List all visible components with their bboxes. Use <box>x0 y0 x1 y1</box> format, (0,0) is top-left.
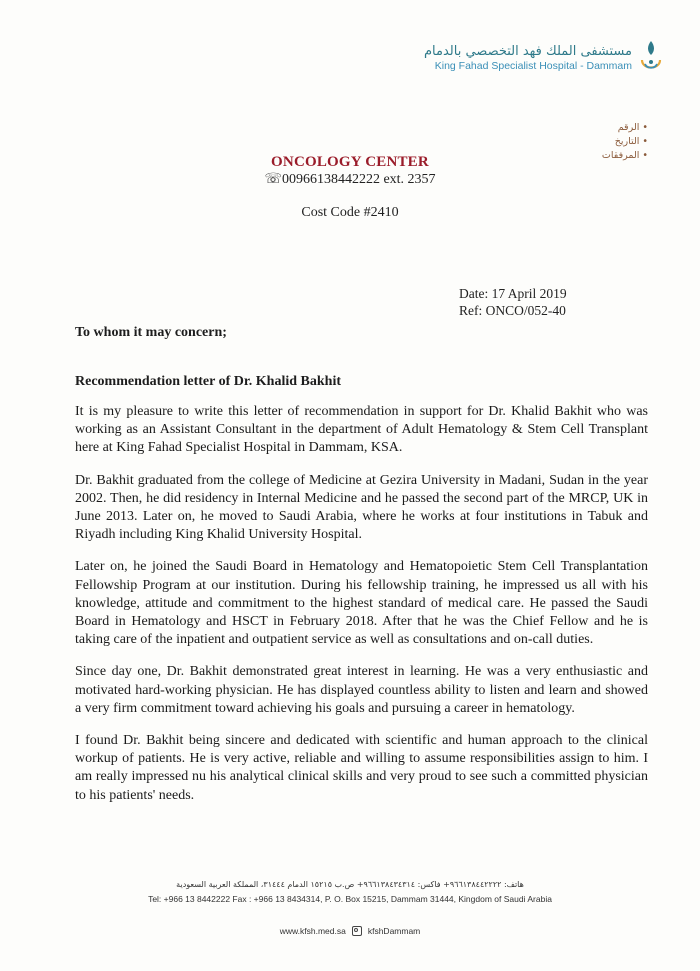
paragraph: Dr. Bakhit graduated from the college of Medicine at Gezira University in Madani, Sudan in the year 2002. Then, he did residency in Internal Medicine and he passed the second part of the MRCP, UK in June 2013. Later on, he moved to Saudi Arabia, where he works at four institutions in Tabuk and Riyadh including King Khalid University Hospital. <box>75 472 648 543</box>
department-name: ONCOLOGY CENTER <box>271 154 429 170</box>
letter-ref: Ref: ONCO/052-40 <box>459 303 566 318</box>
cost-code: Cost Code #2410 <box>301 205 399 220</box>
paragraph: It is my pleasure to write this letter of recommendation in support for Dr. Khalid Bakhit who was working as an Assistant Consultant in the department of Adult Hematology & Stem Cell Transplant here at King Fahad Specialist Hospital in Dammam, KSA. <box>75 404 648 456</box>
letter-subject: Recommendation letter of Dr. Khalid Bakhit <box>75 374 341 389</box>
hospital-logo <box>424 38 664 78</box>
letter-date: Date: 17 April 2019 <box>459 286 567 301</box>
arabic-meta-number: • الرقم <box>617 122 648 133</box>
social-handle[interactable]: kfshDammam <box>367 926 421 936</box>
hospital-name-arabic: مستشفى الملك فهد التخصصي بالدمام <box>423 44 632 59</box>
instagram-icon <box>352 926 362 936</box>
paragraph: Since day one, Dr. Bakhit demonstrated great interest in learning. He was a very enthusiastic and motivated hard-working physician. He has displayed countless ability to listen and learn and showed a very firm commitment toward achieving his goals and pursuing a career in hematology. <box>75 664 648 716</box>
footer-web-links <box>0 926 700 936</box>
phone-number: 00966138442222 ext. 2357 <box>281 172 436 187</box>
website-link[interactable]: www.kfsh.med.sa <box>279 926 346 936</box>
greeting: To whom it may concern; <box>75 325 227 340</box>
paragraph: I found Dr. Bakhit being sincere and dedicated with scientific and human approach to the clinical workup of patients. He is very active, reliable and willing to assume responsibilities assign to him. I am really impressed nu his analytical clinical skills and very proud to see such a committed physician to his patients' needs. <box>75 733 648 803</box>
arabic-meta-date: • التاريخ <box>614 136 648 147</box>
department-phone <box>0 171 700 188</box>
logo-text <box>424 44 632 72</box>
paragraph: Later on, he joined the Saudi Board in Hematology and Hematopoietic Stem Cell Transplantation Fellowship Program at our institution. During his fellowship training, he impressed us all with his knowledge, attitude and commitment to the highest standard of medical care. He passed the Saudi Board in Hematology and HSCT in February 2018. After that he was the Chief Fellow and he is taking care of the inpatient and outpatient service as well as consultations and on-call duties. <box>75 559 648 648</box>
arabic-meta-attachments: • المرفقات <box>601 150 648 161</box>
footer-arabic-contact: هاتف: ٩٦٦١٣٨٤٤٢٢٢٢+ فاكس: ٩٦٦١٣٨٤٣٤٣١٤+ ص.ب ١٥٢١٥ الدمام ٣١٤٤٤، المملكة العربية السعودية <box>176 880 524 889</box>
department-block <box>0 154 700 221</box>
phone-icon: ☏ <box>264 172 282 187</box>
letter-body <box>75 403 648 819</box>
letter-footer <box>0 880 700 936</box>
letter-meta <box>459 285 567 319</box>
hospital-emblem-icon <box>638 38 664 78</box>
footer-english-contact: Tel: +966 13 8442222 Fax : +966 13 8434314, P. O. Box 15215, Dammam 31444, Kingdom of Saudi Arabia <box>148 894 552 904</box>
hospital-name-english: King Fahad Specialist Hospital - Dammam <box>434 60 632 72</box>
